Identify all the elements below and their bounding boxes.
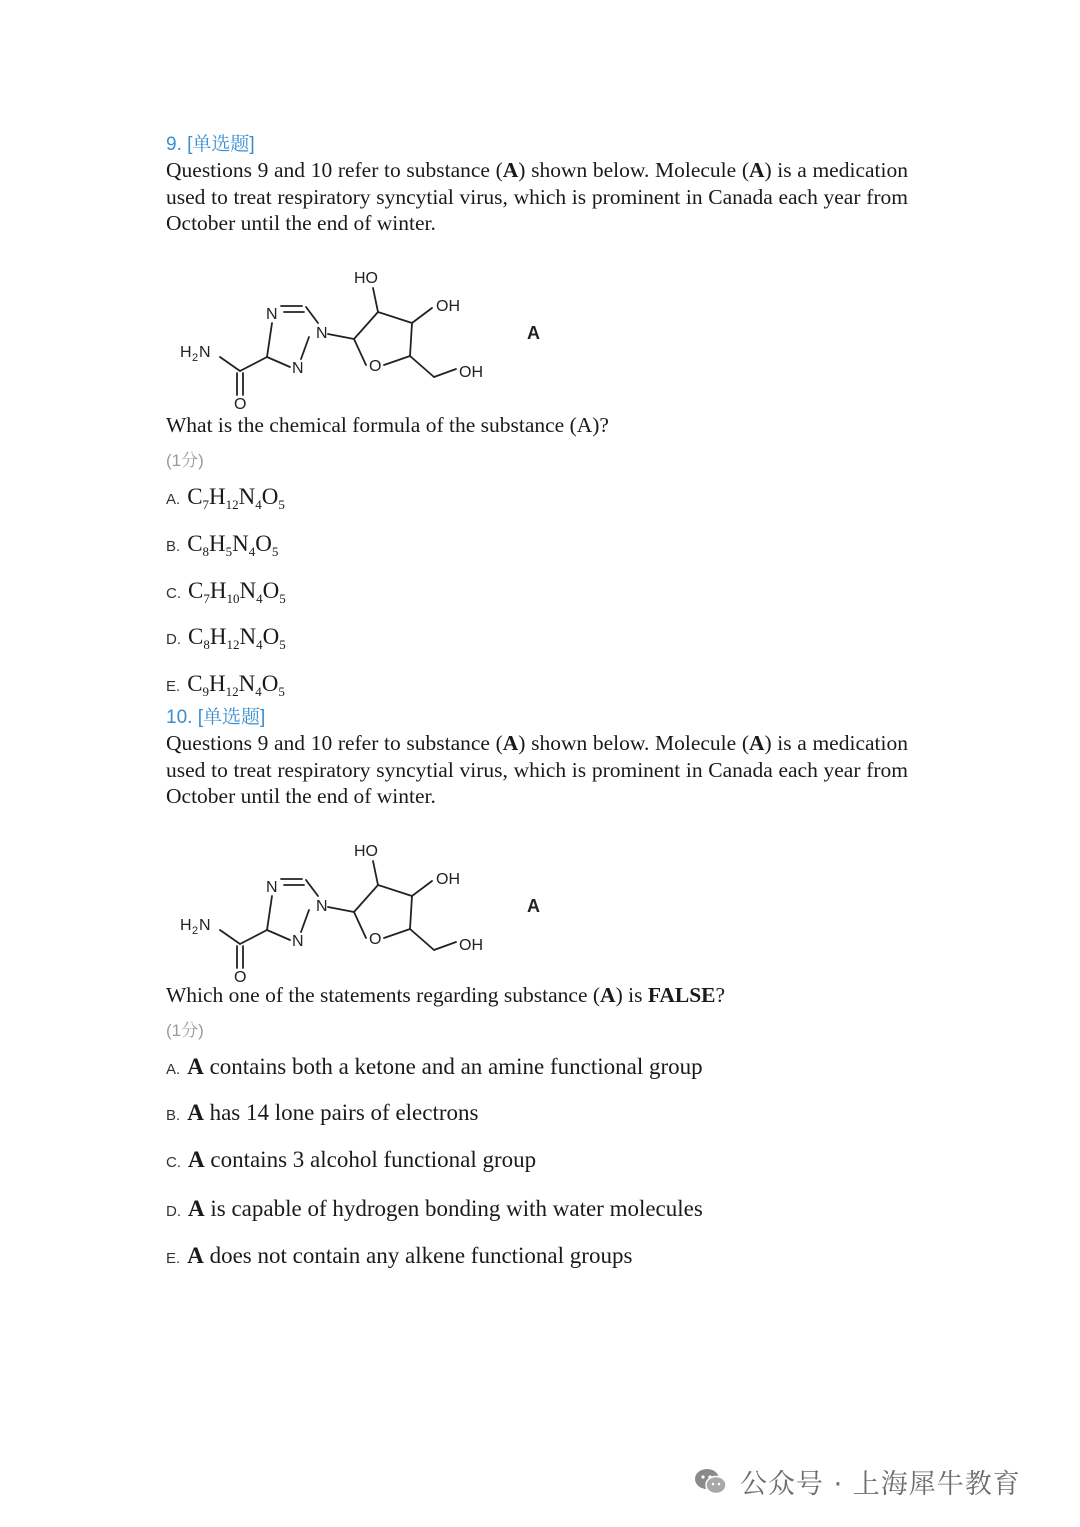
formula-subscript: 5 xyxy=(278,684,285,699)
formula-element: C xyxy=(188,578,204,603)
formula-subscript: 5 xyxy=(278,497,285,512)
svg-text:H: H xyxy=(180,344,192,361)
formula-element: N xyxy=(239,578,257,603)
formula-element: O xyxy=(262,624,280,649)
option-b[interactable]: B. A has 14 lone pairs of electrons xyxy=(166,1100,479,1125)
formula-subscript: 4 xyxy=(255,684,262,699)
option-e[interactable]: E. A does not contain any alkene functional groups xyxy=(166,1243,633,1268)
option-c[interactable]: C. A contains 3 alcohol functional group xyxy=(166,1147,537,1172)
question-10 xyxy=(166,706,908,1286)
formula-subscript: 4 xyxy=(256,637,263,652)
molecule-label: A xyxy=(527,896,540,916)
question-number: 9. [单选题] xyxy=(166,134,255,155)
svg-text:N: N xyxy=(266,879,278,896)
svg-text:O: O xyxy=(369,358,382,375)
formula-element: N xyxy=(238,671,256,696)
formula-element: O xyxy=(262,578,280,603)
formula-element: C xyxy=(187,531,203,556)
formula-element: C xyxy=(187,484,203,509)
option-a[interactable]: A. $C_7H_{12}N_4O_5$ xyxy=(166,484,285,512)
formula-subscript: 8 xyxy=(202,544,210,559)
option-e[interactable]: E. $C_9H_{12}N_4O_5$ xyxy=(166,671,285,699)
formula-element: O xyxy=(261,484,279,509)
formula-element: H xyxy=(209,671,226,696)
formula-element: O xyxy=(261,671,279,696)
svg-text:OH: OH xyxy=(436,298,460,315)
svg-text:O: O xyxy=(369,931,382,948)
formula-subscript: 10 xyxy=(226,591,240,606)
option-b[interactable]: B. $C_8H_5N_4O_5$ xyxy=(166,531,279,559)
svg-text:2: 2 xyxy=(192,352,199,364)
formula-element: O xyxy=(255,531,272,556)
svg-text:2: 2 xyxy=(192,925,199,937)
svg-text:N: N xyxy=(199,917,211,934)
question-stem: Questions 9 and 10 refer to substance (A) shown below. Molecule (A) is a medication used to treat respiratory syncytial virus, which is prominent in Canada each year from October until the end of winter. xyxy=(166,158,908,235)
formula-subscript: 9 xyxy=(202,684,210,699)
formula-subscript: 5 xyxy=(279,637,286,652)
svg-text:O: O xyxy=(234,969,247,982)
formula-element: N xyxy=(232,531,249,556)
score: (1分) xyxy=(166,1021,204,1040)
wechat-icon xyxy=(694,1467,728,1497)
svg-text:HO: HO xyxy=(354,270,378,287)
formula-element: H xyxy=(209,578,227,603)
score: (1分) xyxy=(166,451,204,470)
formula-element: C xyxy=(187,671,203,696)
molecule-structure xyxy=(166,261,566,409)
svg-text:N: N xyxy=(316,898,328,915)
svg-text:N: N xyxy=(266,306,278,323)
svg-text:N: N xyxy=(199,344,211,361)
question-prompt: What is the chemical formula of the substance (A)? xyxy=(166,413,609,437)
option-a[interactable]: A. A contains both a ketone and an amine functional group xyxy=(166,1054,703,1079)
watermark xyxy=(694,1462,1021,1501)
formula-element: N xyxy=(239,624,257,649)
formula-subscript: 5 xyxy=(225,544,233,559)
svg-text:OH: OH xyxy=(459,937,483,954)
option-d[interactable]: D. A is capable of hydrogen bonding with water molecules xyxy=(166,1196,703,1221)
question-prompt: Which one of the statements regarding substance (A) is FALSE? xyxy=(166,983,726,1007)
formula-element: H xyxy=(209,624,227,649)
formula-subscript: 12 xyxy=(225,497,239,512)
formula-subscript: 7 xyxy=(203,591,210,606)
formula-element: N xyxy=(238,484,256,509)
formula-subscript: 12 xyxy=(225,684,239,699)
molecule-structure xyxy=(166,834,566,982)
formula-subscript: 4 xyxy=(256,591,263,606)
svg-text:N: N xyxy=(292,360,304,377)
formula-subscript: 4 xyxy=(255,497,262,512)
molecule-label: A xyxy=(527,323,540,343)
formula-subscript: 5 xyxy=(271,544,279,559)
option-c[interactable]: C. $C_7H_{10}N_4O_5$ xyxy=(166,578,286,606)
svg-text:OH: OH xyxy=(459,364,483,381)
formula-element: C xyxy=(188,624,204,649)
question-number: 10. [单选题] xyxy=(166,707,266,728)
formula-element: H xyxy=(209,531,226,556)
svg-text:N: N xyxy=(292,933,304,950)
svg-text:OH: OH xyxy=(436,871,460,888)
formula-subscript: 7 xyxy=(202,497,210,512)
formula-subscript: 12 xyxy=(226,637,240,652)
svg-text:O: O xyxy=(234,396,247,409)
watermark-text: 公众号 · 上海犀牛教育 xyxy=(740,1469,1021,1500)
option-d[interactable]: D. $C_8H_{12}N_4O_5$ xyxy=(166,624,286,652)
question-9 xyxy=(166,133,908,703)
formula-element: H xyxy=(209,484,226,509)
question-stem: Questions 9 and 10 refer to substance (A) shown below. Molecule (A) is a medication used to treat respiratory syncytial virus, which is prominent in Canada each year from October until the end of winter. xyxy=(166,731,908,808)
formula-subscript: 5 xyxy=(279,591,286,606)
svg-text:N: N xyxy=(316,325,328,342)
formula-subscript: 4 xyxy=(248,544,256,559)
formula-subscript: 8 xyxy=(203,637,210,652)
svg-text:HO: HO xyxy=(354,843,378,860)
svg-text:H: H xyxy=(180,917,192,934)
